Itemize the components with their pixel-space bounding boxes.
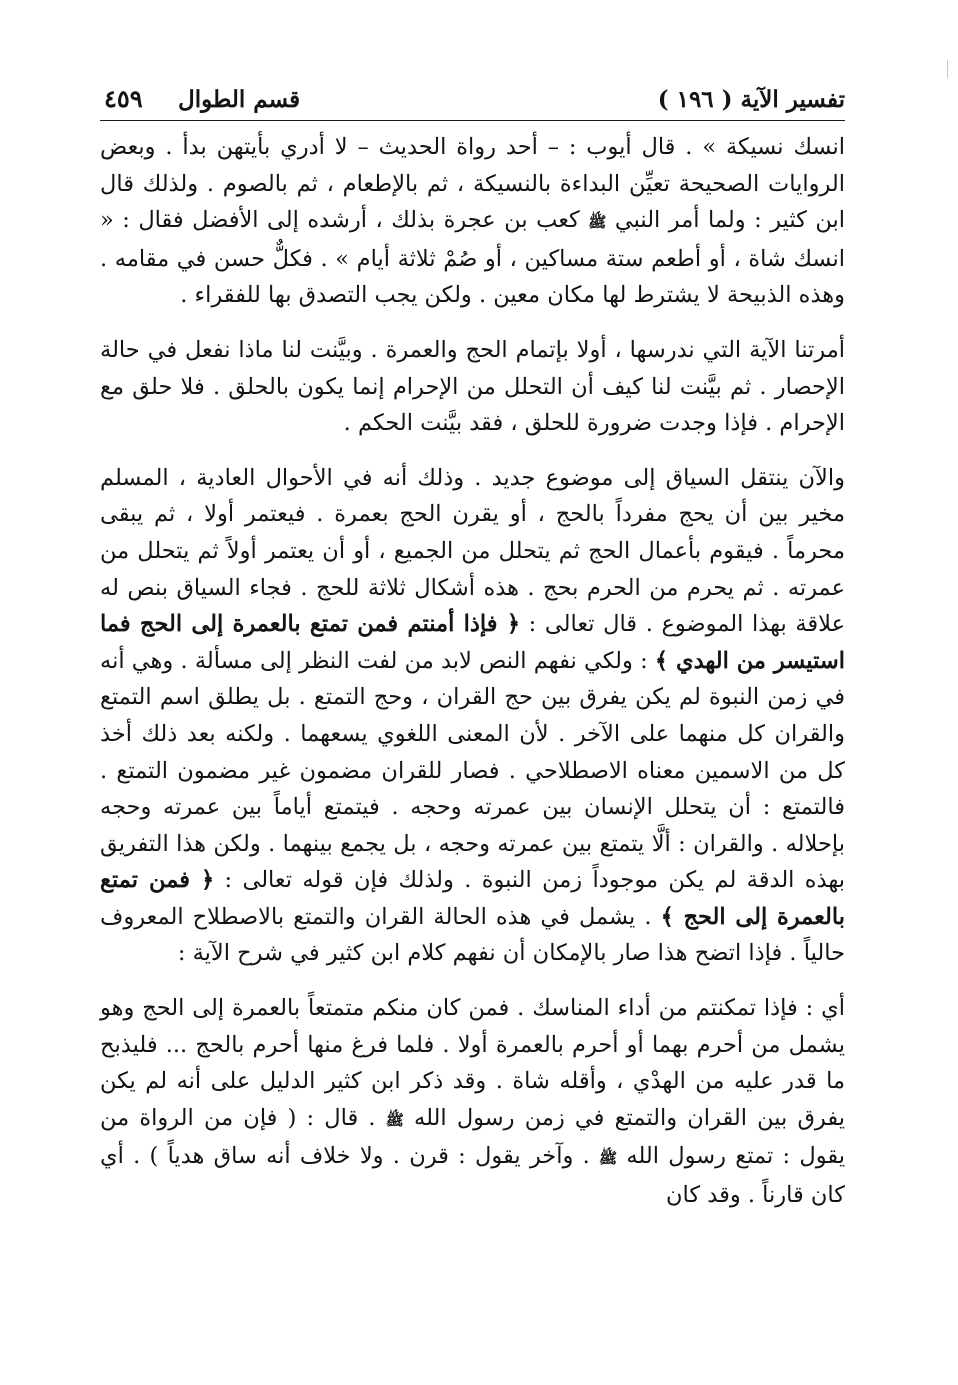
paragraph xyxy=(100,332,845,442)
paragraph xyxy=(100,129,845,314)
paragraph xyxy=(100,460,845,972)
pbuh-ligature: ﷺ xyxy=(599,1149,618,1168)
header-section: قسم الطوال xyxy=(178,86,301,113)
paragraph-text: : ولكي نفهم النص لابد من لفت النظر إلى مسألة . وهي أنه في زمن النبوة لم يكن يفرق بين حج القران ، وحج التمتع . بل يطلق اسم التمتع والقران كل منهما على الآخر . لأن المعنى اللغوي يسعهما . ولكنه بعد ذلك أخذ كل من الاسمين معناه الاصطلاحي . فصار للقران مضمون غير مضمون التمتع . فالتمتع : أن يتحلل الإنسان بين عمرته وحجه . فيتمتع أياماً بين عمرته وحجه بإحلاله . والقران : ألَّا يتمتع بين عمرته وحجه ، بل يجمع بينهما . ولكن هذا التفريق بهذه الدقة لم يكن موجوداً زمن النبوة . ولذلك فإن قوله تعالى : xyxy=(100,647,845,894)
paragraph xyxy=(100,990,845,1214)
paragraph-text: كعب بن عجرة بذلك ، أرشده إلى الأفضل فقال : « انسك شاة ، أو أطعم ستة مساكين ، أو صُمْ ثلاثة أيام » . فكلٌّ حسن في مقامه . وهذه الذبيحة لا يشترط لها مكان معين . ولكن يجب التصدق بها للفقراء . xyxy=(100,207,845,309)
paragraph-text: . قال : ( فإن من الرواة من يقول : تمتع رسول الله xyxy=(100,1104,845,1170)
paragraph-text: . وآخر يقول : قرن . ولا خلاف أنه ساق هدياً ) . أي كان قارناً . وقد كان xyxy=(100,1143,845,1209)
paragraph-text: انسك نسيكة » . قال أيوب : – أحد رواة الحديث – لا أدري بأيتهن بدأ . وبعض الروايات الصحيحة تعيِّن البداءة بالنسيكة ، ثم بالإطعام ، ثم بالصوم . ولذلك قال ابن كثير : ولما أمر النبي xyxy=(100,134,845,234)
paragraph-text: أمرتنا الآية التي ندرسها ، أولا بإتمام الحج والعمرة . وبيَّنت لنا ماذا نفعل في حالة الإحصار . ثم بيَّنت لنا كيف أن التحلل من الإحرام إنما يكون بالحلق . فلا حلق مع الإحرام . فإذا وجدت ضرورة للحلق ، فقد بيَّنت الحكم . xyxy=(100,336,845,437)
quran-quote: ﴿ فإذا أمنتم فمن تمتع بالعمرة إلى الحج فما استيسر من الهدي ﴾ xyxy=(100,611,845,674)
book-page xyxy=(100,82,845,1214)
pbuh-ligature: ﷺ xyxy=(385,1110,404,1129)
pbuh-ligature: ﷺ xyxy=(588,213,607,232)
paragraph-text: والآن ينتقل السياق إلى موضوع جديد . وذلك أنه في الأحوال العادية ، المسلم مخير بين أن يحج مفرداً بالحج ، أو يقرن الحج بعمرة . فيعتمر أولا ، ثم يبقى محرماً . فيقوم بأعمال الحج ثم يتحلل من الجميع ، أو أن يعتمر أولاً ثم يتحلل من عمرته . ثم يحرم من الحرم بحج . هذه أشكال ثلاثة للحج . فجاء السياق بنص له علاقة بهذا الموضوع . قال تعالى : xyxy=(100,464,846,638)
page-number: ٤٥٩ xyxy=(104,84,143,113)
header-title: تفسير الآية ( ١٩٦ ) xyxy=(657,86,845,113)
quran-quote: ﴿ فمن تمتع بالعمرة إلى الحج ﴾ xyxy=(100,867,845,930)
running-header xyxy=(100,82,845,121)
scan-mark xyxy=(947,60,948,78)
paragraph-text: أي : فإذا تمكنتم من أداء المناسك . فمن كان منكم متمتعاً بالعمرة إلى الحج وهو يشمل من أحرم بهما أو أحرم بالعمرة أولا . فلما فرغ منها أحرم بالحج ... فليذبح ما قدر عليه من الهدْي ، وأقله شاة . وقد ذكر ابن كثير الدليل على أنه لم يكن يفرق بين القران والتمتع في زمن رسول الله xyxy=(100,995,845,1131)
page-body xyxy=(100,121,845,1214)
paragraph-text: . يشمل في هذه الحالة القران والتمتع بالاصطلاح المعروف حالياً . فإذا اتضح هذا صار بالإمكان أن نفهم كلام ابن كثير في شرح الآية : xyxy=(100,903,845,967)
